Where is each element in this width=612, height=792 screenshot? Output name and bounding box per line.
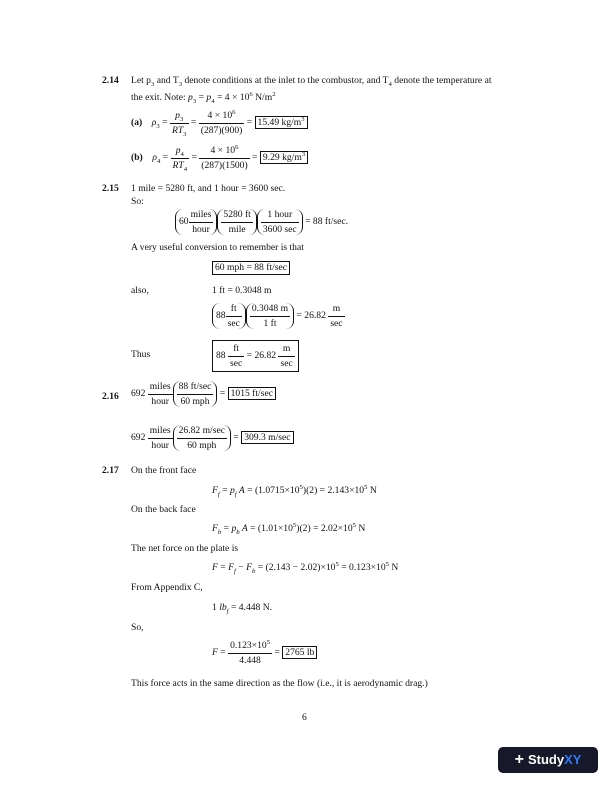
problem-2-15-also: also, bbox=[131, 285, 149, 296]
boxed-60mph: 60 mph = 88 ft/sec bbox=[212, 261, 290, 275]
equation-2-15-meters: 88 $\frac{ft}{\sec}$ $\frac{0.3048 m}{1 ft}$ = 26.82 $\frac{m}{\sec}$ bbox=[212, 303, 345, 329]
boxed-88-fts: 88 $\frac{ft}{\sec}$ = 26.82 $\frac{m}{\sec}$ bbox=[212, 340, 299, 372]
equation-ft-to-m: 1 ft = 0.3048 m bbox=[212, 285, 272, 296]
equation-lbf: 1 $lb_f = 4.448$ N. bbox=[212, 602, 273, 615]
result-rho4: 9.29 $kg/m^3$ bbox=[260, 151, 308, 164]
problem-label-2-16: 2.16 bbox=[102, 391, 119, 402]
problem-label-2-17: 2.17 bbox=[102, 465, 119, 476]
equation-2-14b: (b) $\rho_4$ = $\frac{p_4}{RT_4}$ = $\frac{4 \times 10^6}{(287)(1500)}$ = 9.29 $kg/m^3$ bbox=[131, 145, 308, 171]
logo-text: StudyXY bbox=[527, 752, 582, 768]
result-fts: 1015 ft/sec bbox=[228, 387, 276, 400]
equation-front-force: $F_f = p_f$ $A = (1.0715\times 10^5)(2) = 2.143\times 10^5$ N bbox=[212, 483, 377, 498]
problem-2-17-conclusion: This force acts in the same direction as the flow (i.e., it is aerodynamic drag.) bbox=[131, 678, 428, 689]
problem-2-15-thus: Thus bbox=[131, 349, 151, 360]
plus-icon: + bbox=[514, 751, 524, 769]
equation-2-15-conversion: 60 $\frac{\text{miles}}{\text{hour}}$ $\frac{5280 ft}{\text{mile}}$ $\frac{\text{1 hour}}{3600 \sec}$ = 88 ft/sec. bbox=[175, 209, 348, 235]
equation-2-16-fts: 692 $\frac{\text{miles}}{\text{hour}}$ $\frac{88 ft/\sec}{\text{60 mph}}$ = 1015 ft/sec bbox=[131, 381, 276, 407]
problem-2-17-appendix: From Appendix C, bbox=[131, 582, 203, 593]
equation-force-lb: F = $\frac{0.123\times 10^5}{4.448}$ = 2765 lb bbox=[212, 640, 317, 666]
problem-2-15-so: So: bbox=[131, 196, 144, 207]
problem-2-17-net: The net force on the plate is bbox=[131, 543, 239, 554]
problem-2-14-intro: Let $p_3$ and $T_3$ denote conditions at the inlet to the combustor, and $T_4$ denote the temperature at bbox=[131, 75, 492, 88]
page-number: 6 bbox=[302, 712, 307, 723]
problem-2-17-back: On the back face bbox=[131, 504, 196, 515]
problem-2-15-line1: 1 mile = 5280 ft, and 1 hour = 3600 sec. bbox=[131, 183, 286, 194]
problem-2-15-useful: A very useful conversion to remember is that bbox=[131, 242, 304, 253]
equation-2-14a: (a) $\rho_3$ = $\frac{p_3}{RT_3}$ = $\frac{4 \times 10^6}{(287)(900)}$ = 15.49 $kg/m^3$ bbox=[131, 110, 308, 136]
problem-label-2-15: 2.15 bbox=[102, 183, 119, 194]
result-ms: 309.3 m/sec bbox=[241, 431, 293, 444]
problem-2-17-so: So, bbox=[131, 622, 144, 633]
problem-2-14-note: the exit. Note: $p_3 = p_4 = 4 \times 10^6$ $N/m^2$ bbox=[131, 90, 276, 105]
studyxy-logo bbox=[498, 747, 598, 773]
problem-label-2-14: 2.14 bbox=[102, 75, 119, 86]
equation-net-force: $F = F_f - F_b = (2.143 - 2.02)\times 10^5 = 0.123\times 10^5$ N bbox=[212, 560, 399, 575]
problem-2-17-front: On the front face bbox=[131, 465, 197, 476]
equation-2-16-ms: 692 $\frac{\text{miles}}{\text{hour}}$ $\frac{26.82 m/\sec}{\text{60 mph}}$ = 309.3 m/sec bbox=[131, 425, 294, 451]
result-rho3: 15.49 $kg/m^3$ bbox=[255, 116, 308, 129]
result-lb: 2765 lb bbox=[282, 646, 317, 659]
equation-back-force: $F_b = p_b$ $A = (1.01\times 10^5)(2) = 2.02\times 10^5$ N bbox=[212, 521, 366, 536]
